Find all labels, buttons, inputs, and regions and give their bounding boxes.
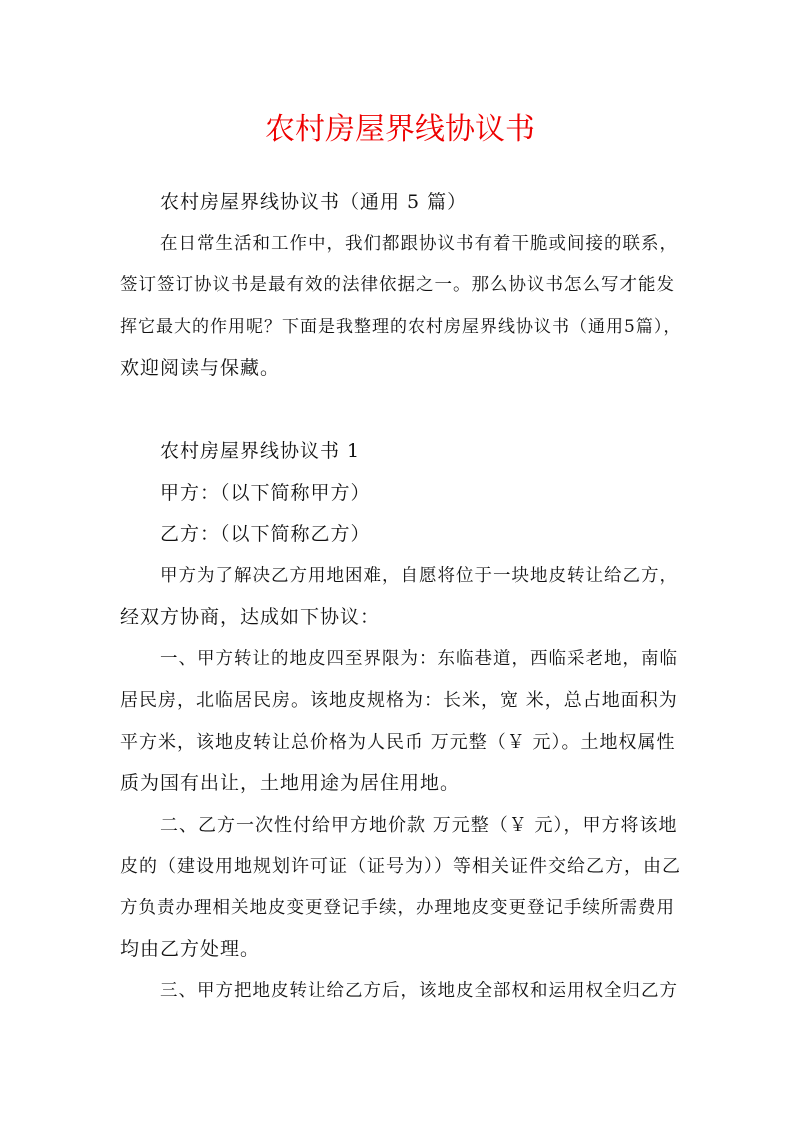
text-line: 三、甲方把地皮转让给乙方后，该地皮全部权和运用权全归乙方 bbox=[160, 980, 678, 1001]
text-line: 经双方协商，达成如下协议： bbox=[120, 606, 381, 628]
text-line: 二、乙方一次性付给甲方地价款 万元整（￥ 元），甲方将该地 bbox=[160, 814, 678, 836]
text-line: 均由乙方处理。 bbox=[120, 938, 261, 960]
blank-line bbox=[120, 390, 682, 432]
text-line: 乙方：（以下简称乙方） bbox=[160, 523, 371, 545]
text-line: 挥它最大的作用呢？下面是我整理的农村房屋界线协议书（通用5篇）， bbox=[120, 316, 682, 337]
text-line: 在日常生活和工作中，我们都跟协议书有着干脆或间接的联系， bbox=[160, 233, 678, 254]
text-line: 农村房屋界线协议书（通用 5 篇） bbox=[160, 191, 468, 213]
document-body bbox=[120, 182, 682, 1012]
text-line: 欢迎阅读与保藏。 bbox=[120, 357, 281, 379]
text-line: 农村房屋界线协议书 1 bbox=[160, 440, 361, 462]
text-line: 平方米，该地皮转让总价格为人民币 万元整（￥ 元）。土地权属性 bbox=[120, 731, 676, 753]
text-line: 方负责办理相关地皮变更登记手续，办理地皮变更登记手续所需费用 bbox=[120, 897, 675, 918]
text-line: 一、甲方转让的地皮四至界限为：东临巷道，西临采老地，南临 bbox=[160, 648, 678, 669]
text-line: 签订签订协议书是最有效的法律依据之一。那么协议书怎么写才能发 bbox=[120, 275, 675, 295]
text-line: 皮的（建设用地规划许可证（证号为））等相关证件交给乙方，由乙 bbox=[120, 856, 681, 877]
document-title: 农村房屋界线协议书 bbox=[265, 112, 535, 147]
text-line: 质为国有出让，土地用途为居住用地。 bbox=[120, 772, 461, 794]
text-line: 甲方：（以下简称甲方） bbox=[160, 481, 371, 504]
text-line: 甲方为了解决乙方用地困难，自愿将位于一块地皮转让给乙方， bbox=[160, 565, 678, 586]
text-line: 居民房，北临居民房。该地皮规格为：长米，宽 米，总占地面积为 bbox=[120, 690, 678, 711]
